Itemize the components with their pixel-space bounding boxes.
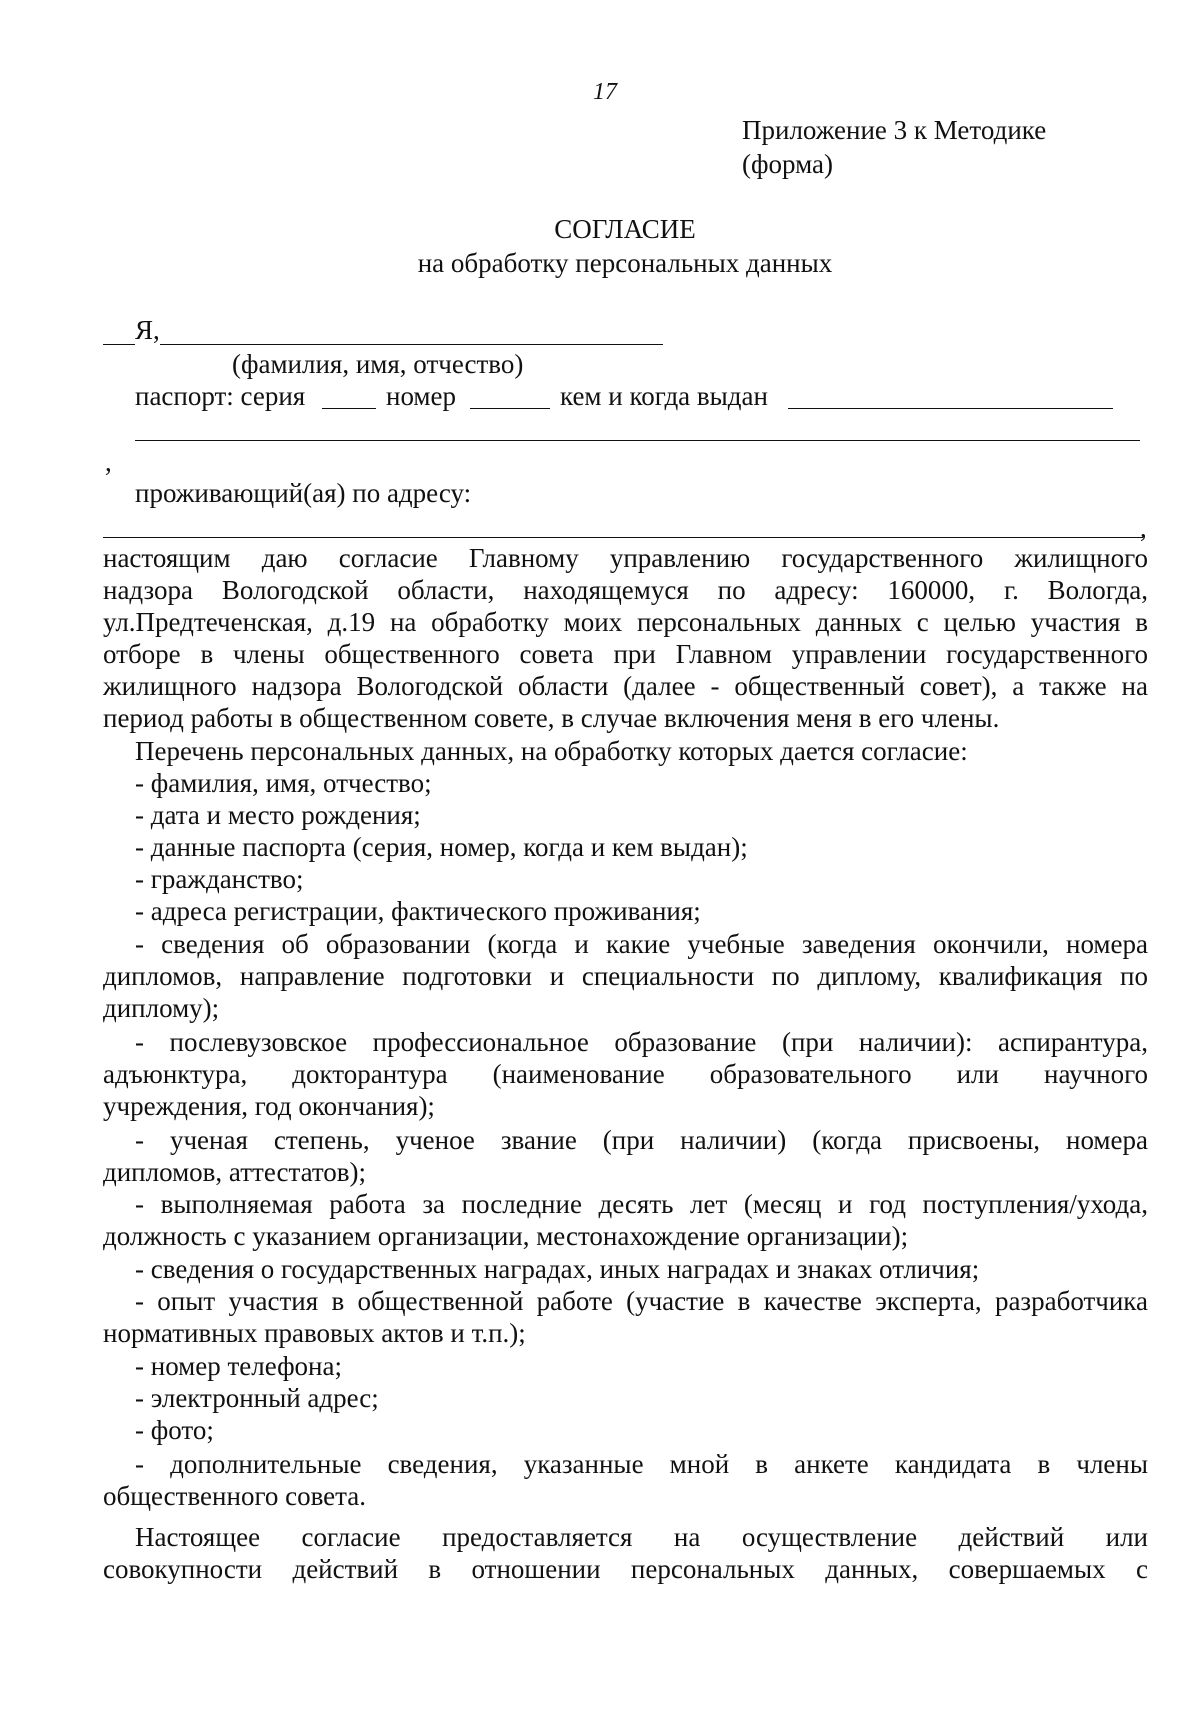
passport-series-label: паспорт: серия (135, 381, 306, 411)
consent-line-4: отборе в члены общественного совета при Главном управлении государственного (103, 639, 1148, 669)
consent-line-3: ул.Предтеченская, д.19 на обработку моих персональных данных с целью участия в (103, 607, 1148, 637)
consent-line-5: жилищного надзора Вологодской области (далее - общественный совет), а также на (103, 671, 1148, 701)
passport-continuation-blank (135, 440, 1140, 441)
appendix-line1: Приложение 3 к Методике (742, 115, 1047, 145)
consent-line-6: период работы в общественном совете, в случае включения меня в его члены. (103, 703, 1000, 733)
fio-underline (160, 344, 663, 345)
appendix-line2: (форма) (742, 149, 833, 179)
list-item: - сведения о государственных наградах, иных наградах и знаках отличия; (135, 1254, 980, 1284)
doc-title: СОГЛАСИЕ (554, 214, 696, 244)
address-label: проживающий(ая) по адресу: (135, 478, 472, 508)
list-item: - опыт участия в общественной работе (участие в качестве эксперта, разработчика (135, 1286, 1148, 1316)
doc-subtitle: на обработку персональных данных (417, 248, 833, 278)
passport-number-label: номер (386, 381, 457, 411)
list-item: - электронный адрес; (135, 1383, 379, 1413)
passport-issued-label: кем и когда выдан (560, 381, 768, 411)
list-item: - послевузовское профессиональное образование (при наличии): аспирантура, (135, 1027, 1148, 1057)
consent-line-1: настоящим даю согласие Главному управлению государственного жилищного (103, 543, 1148, 573)
list-item: - выполняемая работа за последние десять лет (месяц и год поступления/ухода, (135, 1189, 1148, 1219)
page-number: 17 (593, 79, 617, 105)
list-item: - дополнительные сведения, указанные мной в анкете кандидата в члены (135, 1449, 1148, 1479)
final-line-2: совокупности действий в отношении персональных данных, совершаемых с (103, 1554, 1148, 1584)
list-item: - данные паспорта (серия, номер, когда и кем выдан); (135, 832, 748, 862)
i-label: Я, (135, 315, 160, 345)
fio-underline-left (103, 344, 135, 345)
list-item: адъюнктура, докторантура (наименование образовательного или научного (103, 1059, 1148, 1089)
list-item: - фамилия, имя, отчество; (135, 768, 432, 798)
list-item: - сведения об образовании (когда и какие учебные заведения окончили, номера (135, 929, 1148, 959)
list-item: - фото; (135, 1415, 214, 1445)
list-item: - адреса регистрации, фактического проживания; (135, 896, 701, 926)
passport-series-blank (322, 408, 376, 409)
comma-2: , (1140, 513, 1147, 543)
list-item: - дата и место рождения; (135, 800, 421, 830)
comma-1: , (105, 447, 112, 477)
final-line-1: Настоящее согласие предоставляется на осуществление действий или (135, 1522, 1148, 1552)
fio-caption: (фамилия, имя, отчество) (232, 349, 524, 379)
list-item: дипломов, аттестатов); (103, 1157, 367, 1187)
list-item: - гражданство; (135, 864, 304, 894)
passport-number-blank (470, 408, 550, 409)
list-item: нормативных правовых актов и т.п.); (103, 1318, 526, 1348)
list-item: - номер телефона; (135, 1351, 342, 1381)
consent-line-2: надзора Вологодской области, находящемуся по адресу: 160000, г. Вологда, (103, 575, 1148, 605)
list-item: учреждения, год окончания); (103, 1091, 435, 1121)
list-item: дипломов, направление подготовки и специальности по диплому, квалификация по (103, 961, 1148, 991)
passport-issued-blank (788, 408, 1113, 409)
address-blank (103, 537, 1143, 538)
list-intro: Перечень персональных данных, на обработку которых дается согласие: (135, 736, 968, 766)
list-item: должность с указанием организации, местонахождение организации); (103, 1221, 909, 1251)
list-item: общественного совета. (103, 1481, 367, 1511)
list-item: диплому); (103, 993, 220, 1023)
list-item: - ученая степень, ученое звание (при наличии) (когда присвоены, номера (135, 1125, 1148, 1155)
